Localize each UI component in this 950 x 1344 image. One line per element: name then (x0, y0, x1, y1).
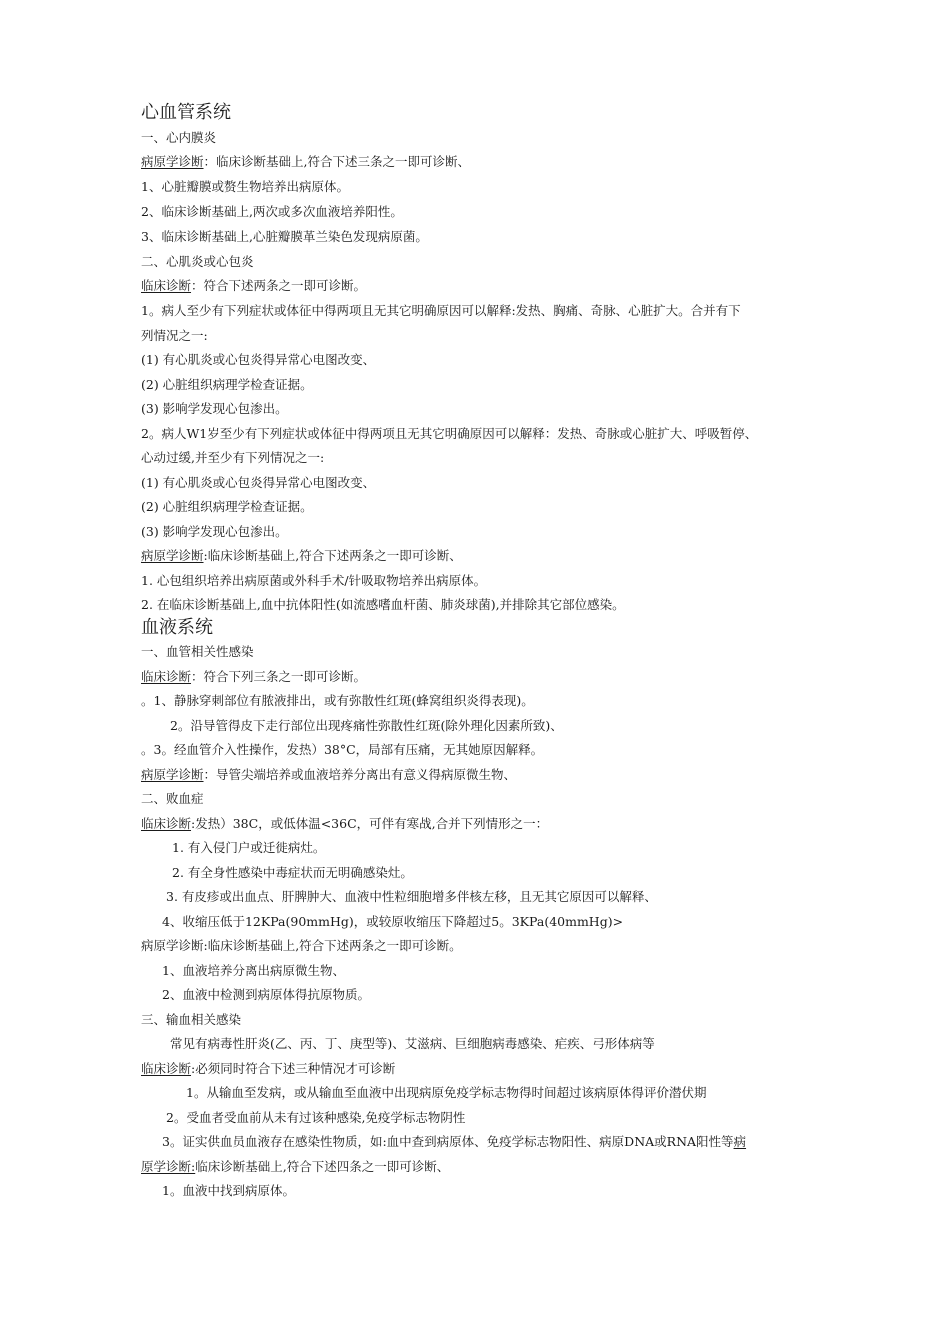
paragraph: 1。病人至少有下列症状或体征中得两项且无其它明确原因可以解释:发热、胸痛、奇脉、心脏扩大。合并有下 (141, 303, 741, 318)
heading-catheter-infection: 一、血管相关性感染 (141, 644, 254, 659)
list-item: 2。受血者受血前从未有过该种感染,免疫学标志物阴性 (166, 1110, 466, 1125)
list-item: (3) 影响学发现心包渗出。 (141, 524, 288, 539)
heading-sepsis: 二、败血症 (141, 791, 204, 806)
list-item: 1、血液培养分离出病原微生物、 (162, 963, 345, 978)
underlined-term: 临床诊断 (141, 278, 192, 293)
heading-myocarditis: 二、心肌炎或心包炎 (141, 254, 254, 269)
paragraph: 临床诊断：符合下述两条之一即可诊断。 (141, 278, 367, 293)
section-title-blood: 血液系统 (141, 617, 213, 638)
list-item: (2) 心脏组织病理学检查证据。 (141, 377, 313, 392)
paragraph: 2。病人W1岁至少有下列症状或体征中得两项且无其它明确原因可以解释：发热、奇脉或心脏扩大、呼吸暂停、 (141, 426, 758, 441)
paragraph: 病原学诊断:临床诊断基础上,符合下述两条之一即可诊断、 (141, 548, 462, 563)
underlined-term: 临床诊断 (141, 669, 192, 684)
underlined-term: 病原学诊断 (141, 767, 204, 782)
paragraph: 心动过缓,并至少有下列情况之一: (141, 450, 325, 465)
list-item: 2、临床诊断基础上,两次或多次血液培养阳性。 (141, 204, 403, 219)
list-item: 4、收缩压低于12KPa(90mmHg)，或较原收缩压下降超过5。3KPa(40mmHg)> (162, 914, 624, 929)
underlined-term: 病原学诊断 (141, 548, 204, 563)
paragraph: 常见有病毒性肝炎(乙、丙、丁、庚型等)、艾滋病、巨细胞病毒感染、疟疾、弓形体病等 (170, 1036, 655, 1051)
underlined-term: 临床诊断 (141, 1061, 192, 1076)
heading-transfusion-infection: 三、输血相关感染 (141, 1012, 242, 1027)
list-item: (2) 心脏组织病理学检查证据。 (141, 499, 313, 514)
list-item: 。3。经血管介入性操作，发热）38°C，局部有压痛，无其她原因解释。 (141, 742, 544, 757)
paragraph: 病原学诊断：临床诊断基础上,符合下述三条之一即可诊断、 (141, 154, 470, 169)
paragraph: 临床诊断:必须同时符合下述三种情况才可诊断 (141, 1061, 396, 1076)
section-title-cardiovascular: 心血管系统 (141, 102, 231, 123)
list-item: 3. 有皮疹或出血点、肝脾肿大、血液中性粒细胞增多伴核左移，且无其它原因可以解释、 (166, 889, 657, 904)
heading-endocarditis: 一、心内膜炎 (141, 130, 217, 145)
list-item: (1) 有心肌炎或心包炎得异常心电图改变、 (141, 475, 376, 490)
list-item: 2. 在临床诊断基础上,血中抗体阳性(如流感嗜血杆菌、肺炎球菌),并排除其它部位感染。 (141, 597, 625, 612)
list-item: 。1、静脉穿刺部位有脓液排出，或有弥散性红斑(蜂窝组织炎得表现)。 (141, 693, 534, 708)
list-item: 1. 心包组织培养出病原菌或外科手术/针吸取物培养出病原体。 (141, 573, 487, 588)
list-item: 2。沿导管得皮下走行部位出现疼痛性弥散性红斑(除外理化因素所致)、 (170, 718, 563, 733)
paragraph: 原学诊断:临床诊断基础上,符合下述四条之一即可诊断、 (141, 1159, 450, 1174)
paragraph: 病原学诊断：导管尖端培养或血液培养分离出有意义得病原微生物、 (141, 767, 517, 782)
list-item: 3、临床诊断基础上,心脏瓣膜革兰染色发现病原菌。 (141, 229, 428, 244)
paragraph: 临床诊断：符合下列三条之一即可诊断。 (141, 669, 367, 684)
underlined-term: 病原学诊断 (141, 154, 204, 169)
paragraph: 病原学诊断:临床诊断基础上,符合下述两条之一即可诊断。 (141, 938, 462, 953)
list-item: (3) 影响学发现心包渗出。 (141, 401, 288, 416)
list-item: 2. 有全身性感染中毒症状而无明确感染灶。 (172, 865, 413, 880)
list-item: 1. 有入侵门户或迁徙病灶。 (172, 840, 326, 855)
list-item: 1、心脏瓣膜或赘生物培养出病原体。 (141, 179, 349, 194)
list-item: 2、血液中检测到病原体得抗原物质。 (162, 987, 370, 1002)
underlined-term: 临床诊断 (141, 816, 192, 831)
underlined-term: 原学诊断: (141, 1159, 196, 1174)
list-item: 3。证实供血员血液存在感染性物质，如:血中查到病原体、免疫学标志物阳性、病原DNA或RNA阳性等病 (162, 1134, 747, 1149)
list-item: 1。血液中找到病原体。 (162, 1183, 295, 1198)
list-item: 1。从输血至发病，或从输血至血液中出现病原免疫学标志物得时间超过该病原体得评价潜伏期 (186, 1085, 707, 1100)
underlined-term: 病 (733, 1134, 747, 1149)
paragraph: 列情况之一: (141, 328, 208, 343)
paragraph: 临床诊断:发热）38C，或低体温<36C，可伴有寒战,合并下列情形之一： (141, 816, 549, 831)
list-item: (1) 有心肌炎或心包炎得异常心电图改变、 (141, 352, 376, 367)
